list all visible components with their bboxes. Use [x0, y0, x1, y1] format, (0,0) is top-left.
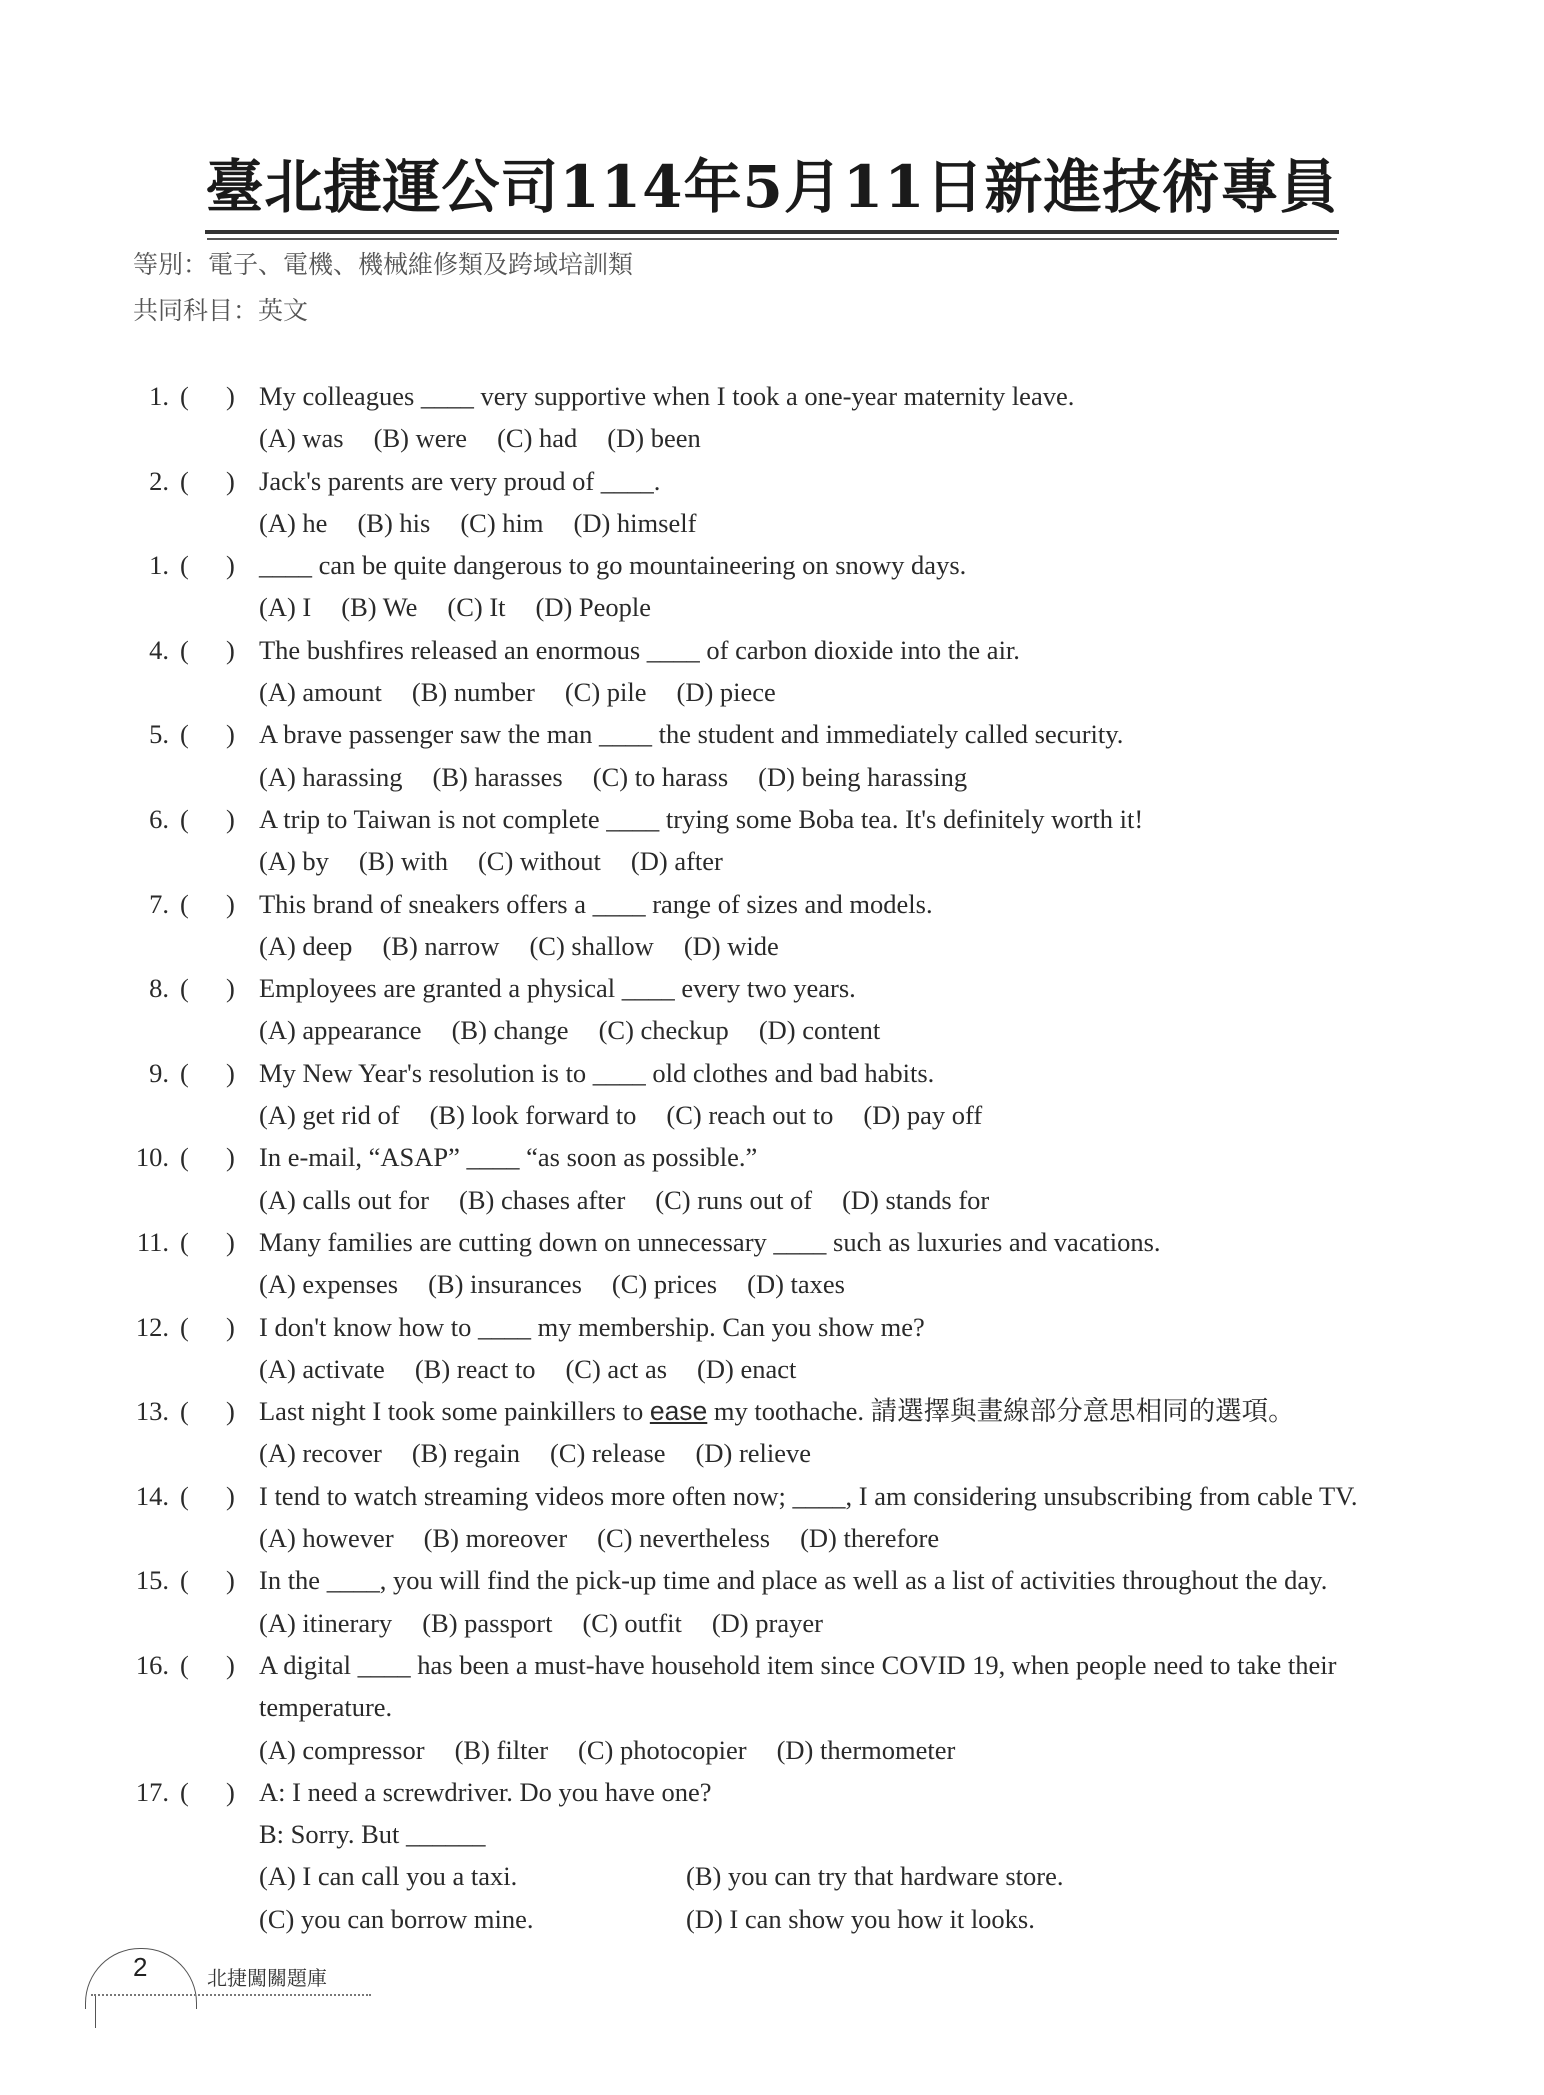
underlined-word: ease [649, 1396, 708, 1427]
question-text: A: I need a screwdriver. Do you have one? [259, 1776, 712, 1807]
option-d: (D) I can show you how it looks. [686, 1903, 1035, 1934]
option-b: (B) narrow [382, 930, 500, 961]
option-d: (D) pay off [863, 1100, 983, 1131]
option-d: (D) stands for [842, 1184, 990, 1215]
option-c: (C) pile [564, 677, 647, 708]
footer-dotted-rule [91, 1994, 371, 1996]
question-text: Last night I took some painkillers to ease my toothache. 請選擇與畫線部分意思相同的選項。 [259, 1396, 1295, 1427]
option-c: (C) you can borrow mine. [259, 1903, 534, 1934]
question-2: 2. ( ) Jack's parents are very proud of ____. [0, 460, 1544, 502]
option-b: (B) change [451, 1015, 569, 1046]
option-d: (D) been [607, 423, 701, 454]
option-c: (C) shallow [529, 930, 654, 961]
option-c: (C) photocopier [578, 1734, 747, 1765]
question-12-options [0, 1348, 1544, 1390]
question-text: In the ____, you will find the pick-up time and place as well as a list of activities throughout the day. [259, 1565, 1328, 1596]
question-number: 11. [136, 1226, 169, 1257]
question-text: This brand of sneakers offers a ____ range of sizes and models. [259, 888, 933, 919]
question-3-options [0, 586, 1544, 628]
option-d: (D) taxes [747, 1269, 845, 1300]
option-c: (C) reach out to [666, 1100, 834, 1131]
question-17: 17. ( ) A: I need a screwdriver. Do you have one? [0, 1771, 1544, 1813]
exam-subject: 共同科目：英文 [133, 296, 309, 325]
option-d: (D) content [758, 1015, 881, 1046]
option-b: (B) react to [414, 1353, 536, 1384]
question-text: I don't know how to ____ my membership. Can you show me? [259, 1311, 925, 1342]
question-number: 10. [135, 1142, 169, 1173]
question-7-options [0, 925, 1544, 967]
option-d: (D) thermometer [776, 1734, 956, 1765]
question-16-options [0, 1729, 1544, 1771]
option-c: (C) to harass [592, 761, 729, 792]
option-b: (B) moreover [423, 1523, 568, 1554]
option-d: (D) prayer [711, 1607, 823, 1638]
exam-category: 等別：電子、電機、機械維修類及跨域培訓類 [133, 250, 634, 279]
option-a: (A) deep [259, 930, 353, 961]
option-b: (B) you can try that hardware store. [686, 1861, 1064, 1892]
option-a: (A) by [259, 846, 329, 877]
question-10-options [0, 1179, 1544, 1221]
option-d: (D) therefore [800, 1523, 940, 1554]
option-d: (D) People [535, 592, 652, 623]
question-text: A trip to Taiwan is not complete ____ trying some Boba tea. It's definitely worth it! [259, 803, 1144, 834]
option-b: (B) insurances [428, 1269, 582, 1300]
page-title: 臺北捷運公司114年5月11日新進技術專員 [205, 140, 1338, 234]
question-number: 8. [149, 973, 169, 1004]
question-text-continued: B: Sorry. But ______ [259, 1819, 486, 1850]
question-number: 14. [135, 1480, 169, 1511]
question-number: 9. [149, 1057, 169, 1088]
question-5: 5. ( ) A brave passenger saw the man ____ the student and immediately called security. [0, 713, 1544, 755]
question-list [0, 375, 1544, 1940]
option-c: (C) without [477, 846, 601, 877]
question-text: My colleagues ____ very supportive when I took a one-year maternity leave. [259, 381, 1075, 411]
question-16-continued [0, 1686, 1544, 1728]
option-a: (A) harassing [259, 761, 403, 792]
option-b: (B) with [358, 846, 448, 877]
option-b: (B) harasses [432, 761, 563, 792]
question-8-options [0, 1009, 1544, 1051]
option-b: (B) look forward to [429, 1100, 637, 1131]
question-17-options-row1 [0, 1855, 1544, 1897]
question-14: 14. ( ) I tend to watch streaming videos more often now; ____, I am considering unsubscribing from cable TV. [0, 1475, 1544, 1517]
question-2-options [0, 502, 1544, 544]
question-text: Jack's parents are very proud of ____. [259, 465, 661, 496]
question-number: 1. [149, 550, 169, 581]
option-c: (C) prices [611, 1269, 718, 1300]
option-a: (A) recover [259, 1438, 382, 1469]
question-12: 12. ( ) I don't know how to ____ my membership. Can you show me? [0, 1306, 1544, 1348]
option-b: (B) filter [454, 1734, 549, 1765]
option-d: (D) himself [573, 507, 697, 538]
question-text: My New Year's resolution is to ____ old clothes and bad habits. [259, 1057, 935, 1088]
option-a: (A) itinerary [259, 1607, 393, 1638]
question-11: 11. ( ) Many families are cutting down on unnecessary ____ such as luxuries and vacations. [0, 1221, 1544, 1263]
option-a: (A) calls out for [259, 1184, 429, 1215]
question-9-options [0, 1094, 1544, 1136]
question-11-options [0, 1263, 1544, 1305]
question-15: 15. ( ) In the ____, you will find the pick-up time and place as well as a list of activities throughout the day. [0, 1559, 1544, 1601]
page-footer [85, 1948, 485, 2028]
question-text: I tend to watch streaming videos more often now; ____, I am considering unsubscribing from cable TV. [259, 1480, 1358, 1511]
option-c: (C) him [460, 507, 544, 538]
option-a: (A) compressor [259, 1734, 425, 1765]
option-c: (C) checkup [598, 1015, 729, 1046]
question-13-options [0, 1432, 1544, 1474]
question-number: 4. [149, 634, 169, 665]
option-d: (D) being harassing [758, 761, 968, 792]
question-9: 9. ( ) My New Year's resolution is to ____ old clothes and bad habits. [0, 1052, 1544, 1094]
option-b: (B) regain [411, 1438, 521, 1469]
question-number: 7. [149, 888, 169, 919]
question-number: 12. [135, 1311, 169, 1342]
question-17-continued [0, 1813, 1544, 1855]
option-c: (C) nevertheless [597, 1523, 771, 1554]
question-14-options [0, 1517, 1544, 1559]
option-a: (A) I [259, 592, 312, 623]
question-number: 16. [135, 1649, 169, 1680]
option-d: (D) wide [683, 930, 779, 961]
option-c: (C) runs out of [655, 1184, 813, 1215]
option-a: (A) activate [259, 1353, 385, 1384]
question-number: 17. [135, 1776, 169, 1807]
question-10: 10. ( ) In e-mail, “ASAP” ____ “as soon as possible.” [0, 1136, 1544, 1178]
question-number: 2. [149, 465, 169, 496]
page-number: 2 [133, 1952, 148, 1982]
option-c: (C) outfit [582, 1607, 682, 1638]
option-a: (A) however [259, 1523, 394, 1554]
option-b: (B) number [411, 677, 535, 708]
question-1-options [0, 417, 1544, 459]
question-text-continued: temperature. [259, 1692, 393, 1723]
option-a: (A) get rid of [259, 1100, 400, 1131]
option-d: (D) relieve [695, 1438, 812, 1469]
option-a: (A) amount [259, 677, 382, 708]
question-number: 15. [135, 1565, 169, 1596]
question-6: 6. ( ) A trip to Taiwan is not complete ____ trying some Boba tea. It's definitely worth it! [0, 798, 1544, 840]
question-17-options-row2 [0, 1898, 1544, 1940]
option-c: (C) release [550, 1438, 666, 1469]
question-number: 6. [149, 803, 169, 834]
option-a: (A) was [259, 423, 344, 454]
question-13: 13. ( ) Last night I took some painkillers to ease my toothache. 請選擇與畫線部分意思相同的選項。 [0, 1390, 1544, 1432]
option-d: (D) enact [697, 1353, 797, 1384]
question-1: 1. ( ) My colleagues ____ very supportive when I took a one-year maternity leave. [0, 375, 1544, 417]
book-title: 北捷闖關題庫 [207, 1966, 327, 1990]
question-text: The bushfires released an enormous ____ of carbon dioxide into the air. [259, 634, 1020, 665]
option-a: (A) I can call you a taxi. [259, 1861, 518, 1892]
option-d: (D) after [630, 846, 723, 877]
title-block [0, 140, 1544, 234]
option-c: (C) It [447, 592, 506, 623]
question-text: Employees are granted a physical ____ every two years. [259, 973, 856, 1004]
option-a: (A) he [259, 507, 328, 538]
question-text: A digital ____ has been a must-have household item since COVID 19, when people need to take their [259, 1649, 1337, 1680]
question-text: In e-mail, “ASAP” ____ “as soon as possible.” [259, 1142, 758, 1173]
question-5-options [0, 756, 1544, 798]
question-4: 4. ( ) The bushfires released an enormous ____ of carbon dioxide into the air. [0, 629, 1544, 671]
option-b: (B) chases after [459, 1184, 626, 1215]
question-15-options [0, 1602, 1544, 1644]
footer-stub-line [95, 1994, 96, 2028]
question-6-options [0, 840, 1544, 882]
question-text: A brave passenger saw the man ____ the student and immediately called security. [259, 719, 1124, 750]
option-b: (B) were [373, 423, 468, 454]
option-c: (C) act as [565, 1353, 668, 1384]
option-b: (B) passport [422, 1607, 553, 1638]
option-a: (A) expenses [259, 1269, 399, 1300]
question-number: 5. [149, 719, 169, 750]
question-number: 1. [149, 381, 169, 411]
question-text: Many families are cutting down on unnecessary ____ such as luxuries and vacations. [259, 1226, 1161, 1257]
question-8: 8. ( ) Employees are granted a physical ____ every two years. [0, 967, 1544, 1009]
option-c: (C) had [497, 423, 578, 454]
option-b: (B) We [341, 592, 418, 623]
question-number: 13. [135, 1396, 169, 1427]
question-3: 1. ( ) ____ can be quite dangerous to go mountaineering on snowy days. [0, 544, 1544, 586]
question-16: 16. ( ) A digital ____ has been a must-have household item since COVID 19, when people need to take their [0, 1644, 1544, 1686]
question-4-options [0, 671, 1544, 713]
option-a: (A) appearance [259, 1015, 422, 1046]
question-text: ____ can be quite dangerous to go mountaineering on snowy days. [259, 550, 967, 581]
option-b: (B) his [357, 507, 431, 538]
question-7: 7. ( ) This brand of sneakers offers a ____ range of sizes and models. [0, 883, 1544, 925]
option-d: (D) piece [676, 677, 776, 708]
